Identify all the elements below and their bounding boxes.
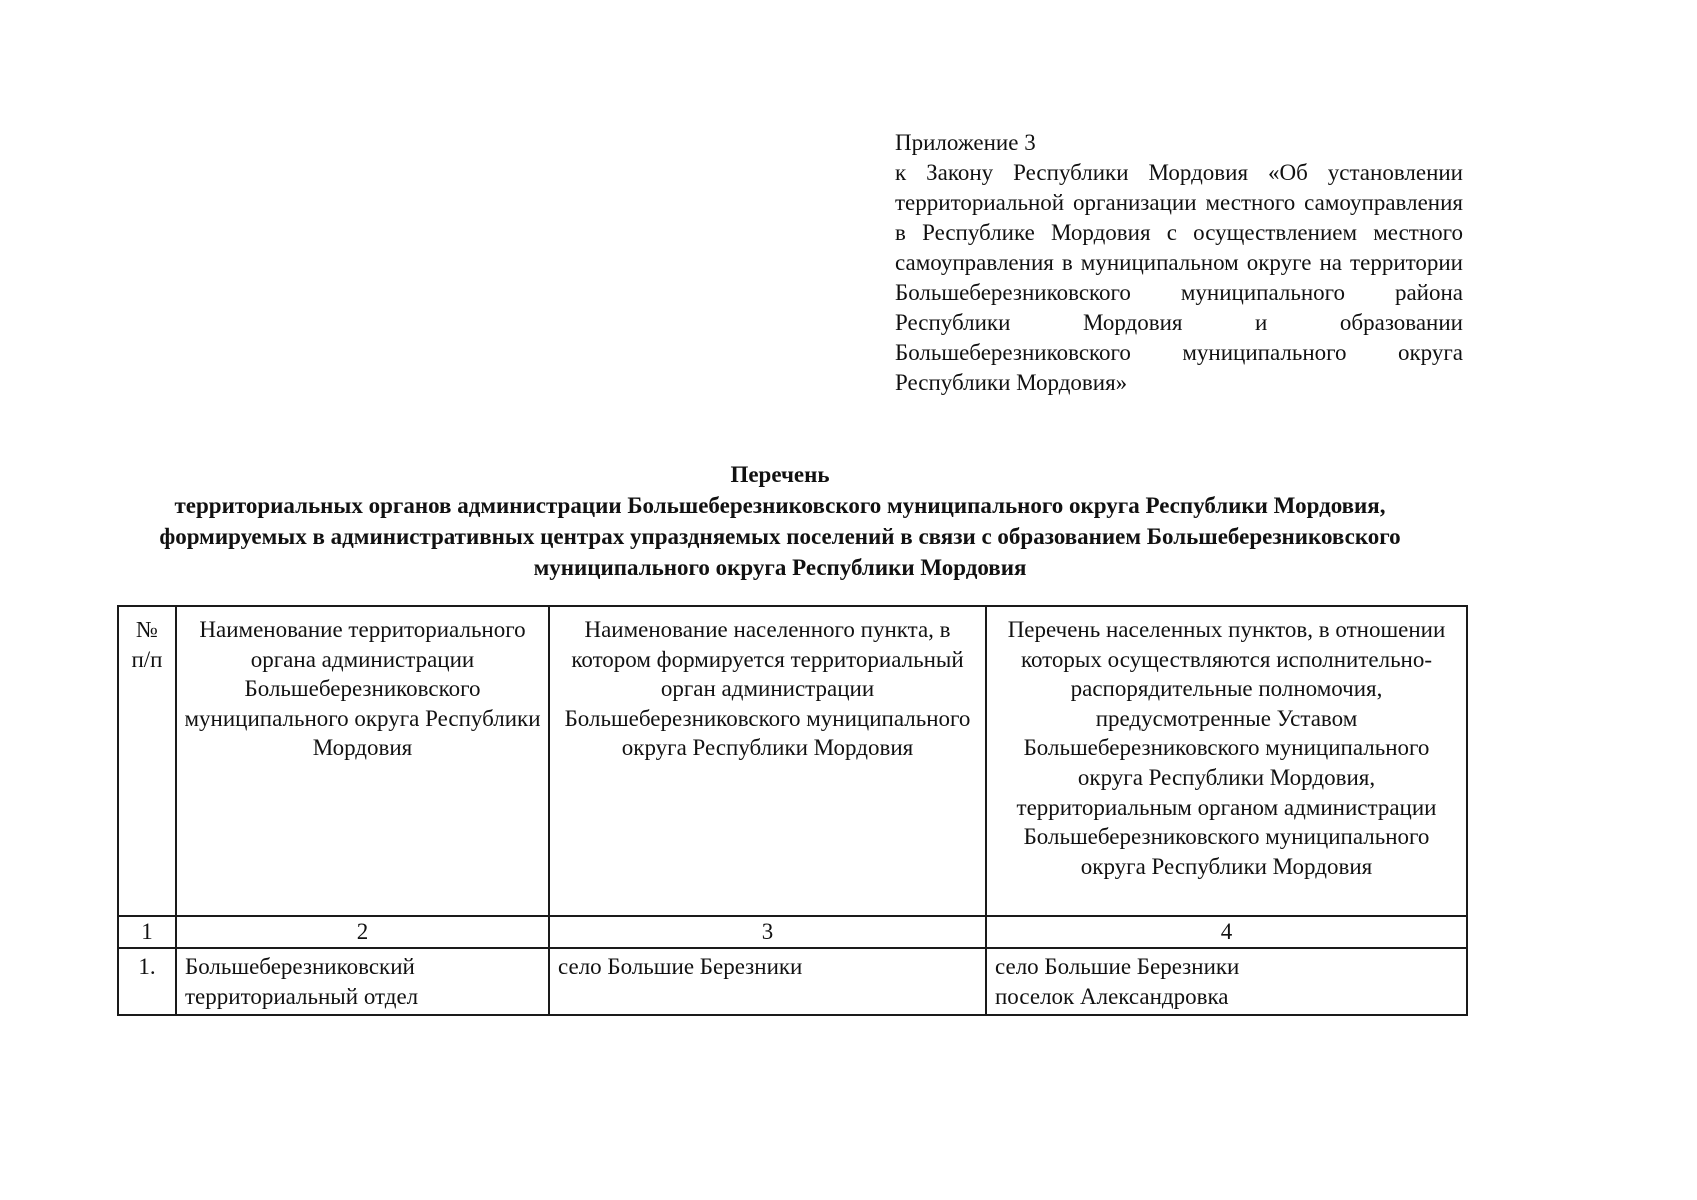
document-heading [130,459,1430,583]
column-header-settlements-list: Перечень населенных пунктов, в отношении которых осуществляются исполнительно-распорядительные полномочия, предусмотренные Уставом Большеберезниковского муниципального округа Республики Мордовия, территориальным органом администрации Большеберезниковского муниципального округа Республики Мордовия [986,606,1467,916]
table-header-row [118,606,1467,916]
settlements-list-cell [986,948,1467,1015]
document-subtitle: территориальных органов администрации Большеберезниковского муниципального округа Республики Мордовия, формируемых в административных центрах упраздняемых поселений в связи с образованием Большеберезниковского муниципального округа Республики Мордовия [159,493,1401,580]
column-number: 1 [118,916,176,948]
column-number: 3 [549,916,986,948]
appendix-note [895,128,1463,398]
organ-name-cell: Большеберезниковский территориальный отдел [176,948,549,1015]
territorial-organs-table [117,605,1468,1016]
row-number: 1. [118,948,176,1015]
column-header-settlement-name: Наименование населенного пункта, в котором формируется территориальный орган администрации Большеберезниковского муниципального округа Республики Мордовия [549,606,986,916]
column-header-number: № п/п [118,606,176,916]
document-title: Перечень [730,462,830,487]
column-number: 2 [176,916,549,948]
appendix-number: Приложение 3 [895,130,1036,155]
appendix-law-reference: к Закону Республики Мордовия «Об установлении территориальной организации местного самоуправления в Республике Мордовия с осуществлением местного самоуправления в муниципальном округе на территории Большеберезниковского муниципального района Республики Мордовия и образовании Большеберезниковского муниципального округа Республики Мордовия» [895,160,1463,395]
settlement-item: поселок Александровка [995,983,1229,1009]
table-row [118,948,1467,1015]
column-header-organ-name: Наименование территориального органа администрации Большеберезниковского муниципального округа Республики Мордовия [176,606,549,916]
column-numbers-row [118,916,1467,948]
settlement-item: село Большие Березники [995,954,1240,979]
settlement-name-cell: село Большие Березники [549,948,986,1015]
column-number: 4 [986,916,1467,948]
